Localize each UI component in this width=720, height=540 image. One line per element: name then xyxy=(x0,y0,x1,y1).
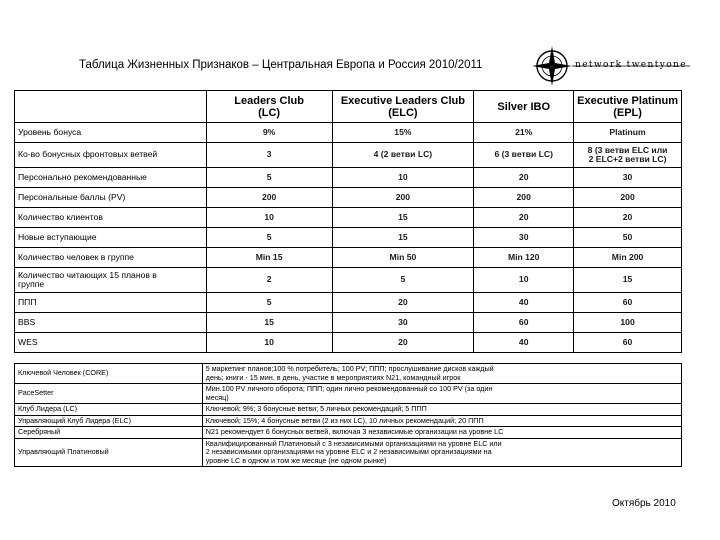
cell-value: 40 xyxy=(474,333,574,353)
definition-name: Ключевой Человек (CORE) xyxy=(15,364,203,384)
cell-value: 40 xyxy=(474,293,574,313)
definition-row xyxy=(15,438,682,467)
cell-value: 20 xyxy=(474,208,574,228)
row-label: Персональные баллы (PV) xyxy=(15,188,207,208)
row-label: Количество человек в группе xyxy=(15,248,207,268)
row-label: ППП xyxy=(15,293,207,313)
cell-value: 8 (3 ветви ELC или 2 ELC+2 ветви LC) xyxy=(574,143,682,168)
table-row xyxy=(15,248,682,268)
row-label: Уровень бонуса xyxy=(15,123,207,143)
cell-value: 15 xyxy=(332,208,474,228)
logo-text: network twentyone xyxy=(575,60,687,70)
cell-value: 10 xyxy=(474,268,574,293)
table-row xyxy=(15,168,682,188)
cell-value: 6 (3 ветви LC) xyxy=(474,143,574,168)
definition-row xyxy=(15,415,682,427)
header-elc: Executive Leaders Club (ELC) xyxy=(332,91,474,123)
cell-value: 4 (2 ветви LC) xyxy=(332,143,474,168)
cell-value: 15 xyxy=(574,268,682,293)
cell-value: 5 xyxy=(332,268,474,293)
row-label: Количество читающих 15 планов в группе xyxy=(15,268,207,293)
header-lc: Leaders Club (LC) xyxy=(206,91,332,123)
definition-text: Мин.100 PV личного оборота; ППП; один лично рекомендованный со 100 PV (за один месяц) xyxy=(202,384,681,404)
header-epl: Executive Platinum (EPL) xyxy=(574,91,682,123)
cell-value: 15 xyxy=(206,313,332,333)
definition-row xyxy=(15,404,682,416)
cell-value: 30 xyxy=(474,228,574,248)
table-row xyxy=(15,333,682,353)
definition-name: Управляющий Клуб Лидера (ELC) xyxy=(15,415,203,427)
row-label: Персонально рекомендованные xyxy=(15,168,207,188)
cell-value: 21% xyxy=(474,123,574,143)
definition-text: N21 рекомендует 6 бонусных ветвей, включая 3 независимые организации на уровне LC xyxy=(202,427,681,439)
definition-text: Ключевой; 15%; 4 бонусные ветви (2 из них LC), 10 личных рекомендаций; 20 ППП xyxy=(202,415,681,427)
cell-value: 10 xyxy=(206,208,332,228)
cell-value: 30 xyxy=(574,168,682,188)
definition-text: 5 маркетинг планов;100 % потребитель; 100 PV; ППП; прослушивание дисков каждый день; книги - 15 мин. в день, участие в мероприятиях N21, командный игрок xyxy=(202,364,681,384)
vital-signs-table xyxy=(14,90,682,353)
cell-value: 20 xyxy=(574,208,682,228)
cell-value: 60 xyxy=(574,333,682,353)
cell-value: 20 xyxy=(332,293,474,313)
table-row xyxy=(15,123,682,143)
row-label: BBS xyxy=(15,313,207,333)
cell-value: 20 xyxy=(474,168,574,188)
cell-value: 5 xyxy=(206,228,332,248)
cell-value: 15 xyxy=(332,228,474,248)
definitions-table xyxy=(14,363,682,467)
cell-value: 10 xyxy=(332,168,474,188)
cell-value: 200 xyxy=(574,188,682,208)
definition-name: Управляющий Платиновый xyxy=(15,438,203,467)
cell-value: 2 xyxy=(206,268,332,293)
definition-name: Клуб Лидера (LC) xyxy=(15,404,203,416)
cell-value: 200 xyxy=(206,188,332,208)
table-row xyxy=(15,188,682,208)
row-label: Количество клиентов xyxy=(15,208,207,228)
row-label: Ко-во бонусных фронтовых ветвей xyxy=(15,143,207,168)
cell-value: 60 xyxy=(574,293,682,313)
cell-value: 9% xyxy=(206,123,332,143)
definition-row xyxy=(15,384,682,404)
cell-value: Min 120 xyxy=(474,248,574,268)
cell-value: Min 200 xyxy=(574,248,682,268)
cell-value: Min 15 xyxy=(206,248,332,268)
header-silver-ibo: Silver IBO xyxy=(474,91,574,123)
cell-value: 20 xyxy=(332,333,474,353)
table-row xyxy=(15,293,682,313)
row-label: WES xyxy=(15,333,207,353)
row-label: Новые вступающие xyxy=(15,228,207,248)
cell-value: 5 xyxy=(206,168,332,188)
header-row xyxy=(15,91,682,123)
table-row xyxy=(15,268,682,293)
cell-value: 3 xyxy=(206,143,332,168)
cell-value: 200 xyxy=(474,188,574,208)
date-label: Октябрь 2010 xyxy=(612,498,676,509)
definition-name: PaceSetter xyxy=(15,384,203,404)
definition-name: Серебряный xyxy=(15,427,203,439)
cell-value: 30 xyxy=(332,313,474,333)
definition-row xyxy=(15,427,682,439)
table-row xyxy=(15,143,682,168)
cell-value: 200 xyxy=(332,188,474,208)
cell-value: 100 xyxy=(574,313,682,333)
cell-value: 10 xyxy=(206,333,332,353)
cell-value: 15% xyxy=(332,123,474,143)
cell-value: 5 xyxy=(206,293,332,313)
cell-value: Platinum xyxy=(574,123,682,143)
definition-text: Квалифицированный Платиновый с 3 независимыми организациями на уровне ELC или 2 независимыми организациями на уровне ELC и 2 независимыми организациями на уровне LC в одном и том же месяце (не одном рынке) xyxy=(202,438,681,467)
cell-value: Min 50 xyxy=(332,248,474,268)
page-title: Таблица Жизненных Признаков – Центральная Европа и Россия 2010/2011 xyxy=(79,59,483,71)
header-corner xyxy=(15,91,207,123)
cell-value: 60 xyxy=(474,313,574,333)
cell-value: 50 xyxy=(574,228,682,248)
table-row xyxy=(15,313,682,333)
definition-row xyxy=(15,364,682,384)
definition-text: Ключевой; 9%; 3 бонусные ветви; 5 личных рекомендаций; 5 ППП xyxy=(202,404,681,416)
table-row xyxy=(15,208,682,228)
table-row xyxy=(15,228,682,248)
